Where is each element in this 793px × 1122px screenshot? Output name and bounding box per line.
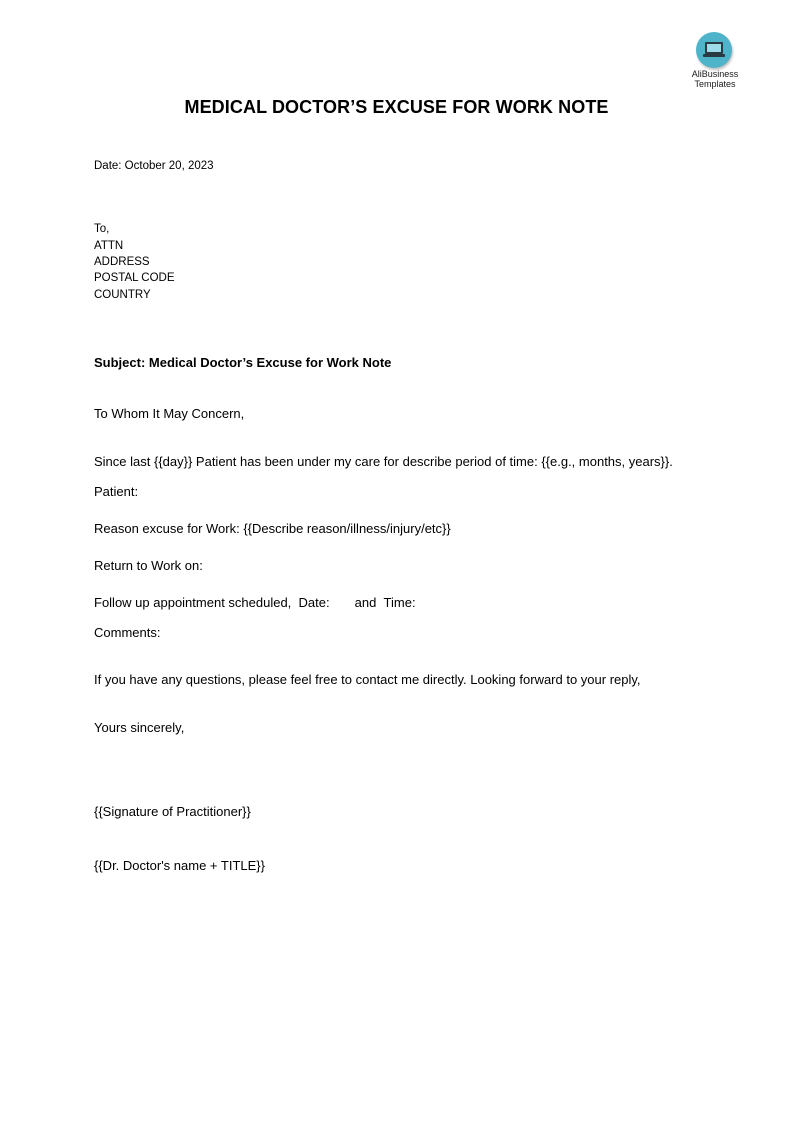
laptop-icon [696,32,732,68]
logo-line-2: Templates [694,79,736,89]
logo-line-1: AliBusiness [691,69,739,79]
follow-up-prefix: Follow up appointment scheduled, [94,595,292,610]
reason-line: Reason excuse for Work: {{Describe reason/illness/injury/etc}} [94,521,451,536]
return-to-work-label: Return to Work on: [94,558,203,573]
subject-line: Subject: Medical Doctor’s Excuse for Work Note [94,355,392,370]
recipient-to: To, [94,223,110,235]
greeting: To Whom It May Concern, [94,406,245,421]
closing-paragraph: If you have any questions, please feel free to contact me directly. Looking forward to your reply, [94,672,641,687]
comments-label: Comments: [94,625,161,640]
recipient-address: ADDRESS [94,256,150,268]
follow-up-time-label: Time: [383,595,416,610]
recipient-postal-code: POSTAL CODE [94,272,175,284]
follow-up-date-label: Date: [298,595,330,610]
follow-up-line [94,595,416,610]
follow-up-and-label: and [354,595,377,610]
recipient-attn: ATTN [94,240,124,252]
date-line: Date: October 20, 2023 [94,160,214,172]
signature-placeholder: {{Signature of Practitioner}} [94,804,251,819]
logo-label [684,69,746,89]
sign-off: Yours sincerely, [94,720,185,735]
recipient-country: COUNTRY [94,289,151,301]
care-line: Since last {{day}} Patient has been under my care for describe period of time: {{e.g., months, years}}. [94,454,673,469]
document-title: MEDICAL DOCTOR’S EXCUSE FOR WORK NOTE [184,97,609,117]
patient-label: Patient: [94,484,139,499]
company-logo [684,32,746,92]
doctor-name-placeholder: {{Dr. Doctor's name + TITLE}} [94,858,265,873]
